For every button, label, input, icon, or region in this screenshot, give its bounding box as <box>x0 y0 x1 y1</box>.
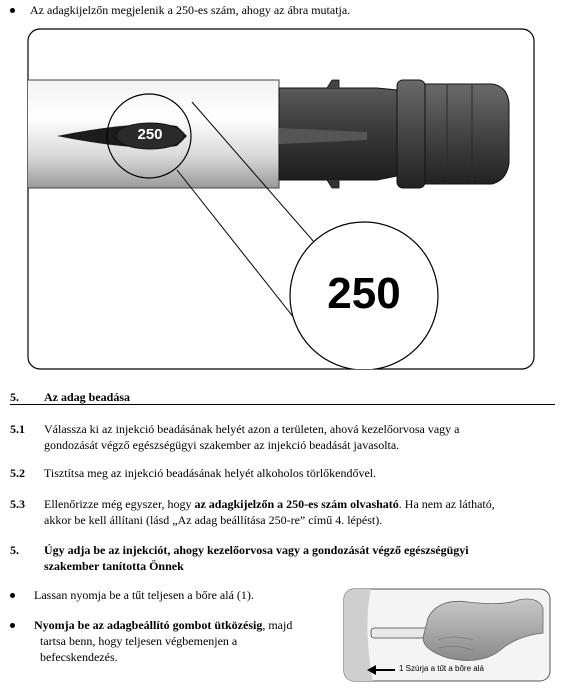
small-dose-display: 250 <box>137 126 163 143</box>
pen-figure <box>27 28 535 370</box>
zoomed-dose-display: 250 <box>327 269 401 318</box>
bullet-dot <box>10 8 15 13</box>
step-text-part: Ellenőrizze még egyszer, hogy <box>44 497 195 511</box>
bullet-dot <box>10 623 15 628</box>
step-text: akkor be kell állítani (lásd „Az adag beállítása 250-re” című 4. lépést). <box>44 513 383 527</box>
step-number: 5. <box>10 543 19 557</box>
inset-caption: 1 Szúrja a tűt a bőre alá <box>399 664 484 673</box>
bullet-text <box>34 617 292 633</box>
step-text: gondozását végző egészségügyi szakember az injekció beadását javasolta. <box>44 438 400 452</box>
step-number: 5.2 <box>10 466 25 480</box>
injection-inset <box>343 588 551 682</box>
pen-illustration <box>27 28 535 370</box>
step-text: Tisztítsa meg az injekció beadásának helyét alkoholos törlőkendővel. <box>44 466 377 480</box>
step-heading: szakember tanította Önnek <box>44 559 184 573</box>
step-number: 5.3 <box>10 497 25 511</box>
step-text: Válassza ki az injekció beadásának helyét azon a területen, ahová kezelőorvosa vagy a <box>44 422 460 436</box>
bullet-text: befecskendezés. <box>40 650 118 664</box>
section-title: Az adag beadása <box>44 390 131 404</box>
bullet-text-emphasis: Nyomja be az adagbeállító gombot ütközésig <box>34 618 263 632</box>
section-divider <box>10 404 555 405</box>
step-heading: Úgy adja be az injekciót, ahogy kezelőorvosa vagy a gondozását végző egészségügyi <box>44 543 469 557</box>
bullet-text: tartsa benn, hogy teljesen végbemenjen a <box>40 634 238 648</box>
bullet-dot <box>10 593 15 598</box>
step-text <box>44 496 495 512</box>
section-number: 5. <box>10 390 19 404</box>
step-number: 5.1 <box>10 422 25 436</box>
step-text-part: . Ha nem az látható, <box>398 497 495 511</box>
top-bullet-text: Az adagkijelzőn megjelenik a 250-es szám, ahogy az ábra mutatja. <box>30 3 351 17</box>
step-text-emphasis: az adagkijelzőn a 250-es szám olvasható <box>194 497 399 511</box>
bullet-text-part: , majd <box>262 618 293 632</box>
bullet-text: Lassan nyomja be a tűt teljesen a bőre alá (1). <box>34 588 254 602</box>
